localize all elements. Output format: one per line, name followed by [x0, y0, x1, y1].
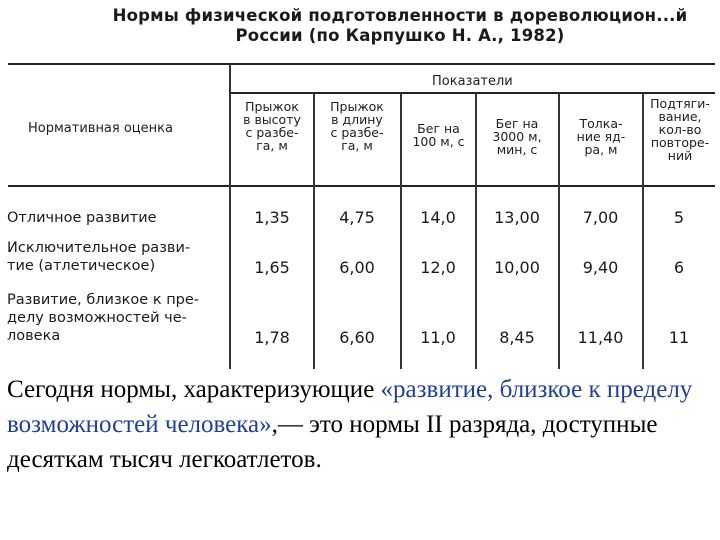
table-title-line-1: Нормы физической подготовленности в дореволюцион...й	[112, 6, 688, 25]
row-label-near-limit: Развитие, близкое к пре- делу возможностей че- ловека	[7, 292, 200, 344]
table-cell: 6	[673, 258, 685, 277]
header-sprint-100m: Бег на 100 м, с	[412, 121, 465, 149]
table-title-line-2: России (по Карпушко Н. А., 1982)	[235, 26, 565, 45]
header-long-jump: Прыжок в длину с разбе- га, м	[330, 99, 384, 153]
table-cell: 7,00	[582, 208, 619, 227]
table-cell: 10,00	[494, 258, 540, 277]
table-cell: 5	[673, 208, 685, 227]
caption-quote: «развитие, близкое к пределу возможностей человека»	[7, 376, 693, 438]
header-shot-put: Толка- ние яд- ра, м	[576, 116, 626, 157]
table-cell: 13,00	[494, 208, 540, 227]
table-cell: 1,35	[254, 208, 290, 227]
caption-part-1: Сегодня нормы, характеризующие	[7, 376, 381, 403]
table-cell: 9,40	[582, 258, 619, 277]
header-pull-ups: Подтяги- вание, кол-во повторе- ний	[650, 96, 710, 163]
table-title	[90, 6, 710, 46]
row-label-excellent: Отличное развитие	[7, 210, 157, 226]
header-bottom-rule	[8, 185, 715, 187]
table-cell: 14,0	[420, 208, 456, 227]
row-label-exceptional: Исключительное разви- тие (атлетическое)	[7, 240, 191, 274]
table-cell: 12,0	[420, 258, 456, 277]
table-cell: 11	[668, 328, 690, 347]
table-cell: 6,60	[339, 328, 375, 347]
table-top-rule	[8, 63, 715, 65]
table-cell: 6,00	[339, 258, 375, 277]
table-cell: 4,75	[339, 208, 375, 227]
table-cell: 11,0	[420, 328, 456, 347]
table-cell: 1,78	[254, 328, 290, 347]
caption-text	[7, 372, 712, 477]
header-high-jump: Прыжок в высоту с разбе- га, м	[243, 99, 301, 153]
header-indicators: Показатели	[432, 74, 513, 89]
caption-part-2: ,— это нормы II разряда, доступные десяткам тысяч легкоатлетов.	[7, 411, 658, 473]
table-cell: 11,40	[577, 328, 624, 347]
table-cell: 8,45	[499, 328, 535, 347]
header-run-3000m: Бег на 3000 м, мин, с	[492, 116, 542, 157]
table-cell: 1,65	[254, 258, 290, 277]
header-norm-rating: Нормативная оценка	[28, 121, 173, 136]
